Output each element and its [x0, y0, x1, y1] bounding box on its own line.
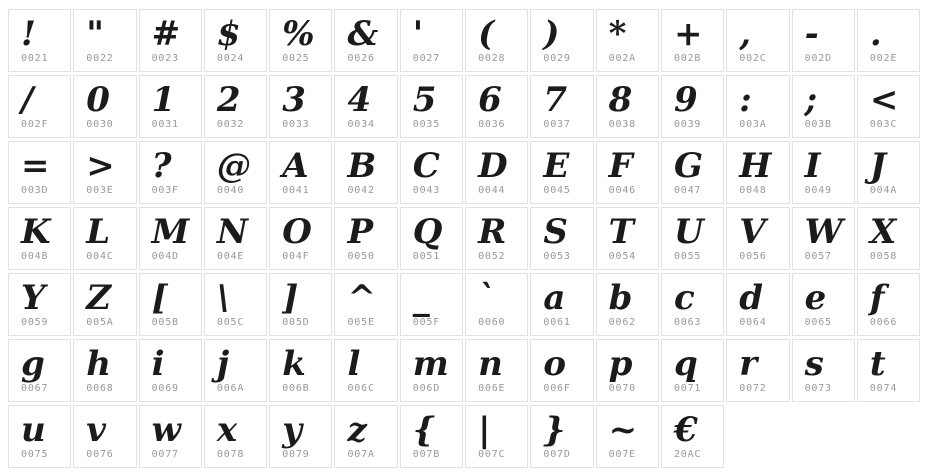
glyph-code: 0072	[739, 383, 767, 394]
glyph-code: 0029	[543, 53, 571, 64]
glyph-cell	[139, 141, 202, 204]
glyph-code: 0028	[478, 53, 506, 64]
glyph-code: 006C	[347, 383, 375, 394]
glyph-code: 0042	[347, 185, 375, 196]
glyph-code: 0045	[543, 185, 571, 196]
glyph: k	[282, 344, 306, 384]
glyph-cell	[465, 273, 528, 336]
glyph: `	[478, 278, 496, 318]
glyph-code: 0032	[216, 119, 245, 130]
glyph-code: 0022	[86, 53, 114, 64]
glyph-code: 0075	[21, 449, 49, 460]
glyph: )	[543, 14, 560, 54]
glyph-code: 0068	[86, 383, 114, 394]
glyph: (	[478, 14, 495, 54]
glyph-code: 0065	[804, 317, 832, 328]
glyph-code: 003B	[804, 119, 832, 130]
glyph-cell	[661, 75, 724, 138]
glyph-code: 002C	[739, 53, 767, 64]
glyph-cell	[726, 75, 789, 138]
glyph-cell	[661, 339, 724, 402]
glyph: a	[543, 278, 566, 318]
glyph-cell	[73, 75, 136, 138]
glyph-cell	[530, 405, 593, 468]
glyph-cell	[596, 339, 659, 402]
glyph: &	[347, 14, 379, 54]
glyph: Q	[412, 212, 443, 252]
glyph-cell	[204, 9, 267, 72]
glyph-cell	[596, 9, 659, 72]
glyph: x	[216, 410, 238, 450]
glyph-cell	[400, 141, 463, 204]
glyph-cell	[8, 75, 71, 138]
glyph-code: 0066	[869, 317, 898, 328]
glyph: 5	[412, 80, 437, 120]
glyph-cell	[465, 75, 528, 138]
glyph-cell	[8, 207, 71, 270]
glyph: M	[151, 212, 190, 252]
glyph: ,	[739, 14, 752, 54]
glyph-code: 0074	[869, 383, 898, 394]
glyph: :	[739, 80, 752, 120]
glyph-code: 0044	[478, 185, 506, 196]
glyph-code: 0039	[673, 119, 702, 130]
glyph-code: 007E	[608, 449, 636, 460]
glyph-code: 004D	[151, 251, 179, 262]
glyph: L	[86, 212, 111, 252]
glyph: !	[21, 14, 36, 54]
glyph-code: 0036	[478, 119, 506, 130]
glyph-code: 0078	[216, 449, 245, 460]
glyph-cell	[465, 339, 528, 402]
glyph: p	[608, 344, 633, 384]
glyph: J	[869, 146, 886, 186]
glyph-cell	[792, 273, 855, 336]
glyph: D	[478, 146, 508, 186]
glyph-cell	[139, 405, 202, 468]
glyph: 0	[86, 80, 110, 120]
glyph-code: 0070	[608, 383, 636, 394]
glyph-code: 0047	[673, 185, 702, 196]
glyph-code: 004F	[282, 251, 310, 262]
glyph: 2	[216, 80, 241, 120]
glyph: r	[739, 344, 758, 384]
glyph-cell	[465, 141, 528, 204]
glyph: €	[673, 410, 698, 450]
glyph-cell	[792, 75, 855, 138]
glyph: $	[216, 14, 241, 54]
glyph-code: 0062	[608, 317, 636, 328]
glyph-code: 007A	[347, 449, 375, 460]
glyph-code: 0034	[347, 119, 375, 130]
glyph-cell	[661, 405, 724, 468]
glyph: .	[869, 14, 882, 54]
glyph-cell	[8, 141, 71, 204]
glyph-cell	[269, 273, 332, 336]
glyph-cell	[334, 75, 397, 138]
glyph-code: 0038	[608, 119, 636, 130]
glyph: [	[151, 278, 168, 318]
glyph-code: 0052	[478, 251, 506, 262]
glyph: j	[216, 344, 230, 384]
glyph: i	[151, 344, 165, 384]
glyph-cell	[269, 405, 332, 468]
glyph-cell	[73, 9, 136, 72]
glyph-cell	[400, 273, 463, 336]
glyph-cell	[596, 405, 659, 468]
glyph-cell	[596, 75, 659, 138]
glyph-cell	[857, 9, 920, 72]
glyph-code: 002F	[21, 119, 49, 130]
glyph: Y	[21, 278, 46, 318]
glyph: s	[804, 344, 824, 384]
glyph: 7	[543, 80, 568, 120]
glyph-code: 005E	[347, 317, 375, 328]
glyph: V	[739, 212, 766, 252]
glyph-code: 0048	[739, 185, 767, 196]
glyph-code: 002D	[804, 53, 832, 64]
glyph-cell	[8, 9, 71, 72]
glyph-cell	[139, 75, 202, 138]
glyph-code: 0060	[478, 317, 506, 328]
glyph-code: 0033	[282, 119, 310, 130]
glyph: h	[86, 344, 112, 384]
glyph-cell	[73, 273, 136, 336]
glyph-code: 0025	[282, 53, 310, 64]
glyph: S	[543, 212, 568, 252]
glyph-code: 003C	[869, 119, 898, 130]
glyph-code: 0023	[151, 53, 179, 64]
glyph-cell	[73, 141, 136, 204]
glyph-code: 0055	[673, 251, 702, 262]
glyph-code: 004C	[86, 251, 114, 262]
glyph-cell	[726, 273, 789, 336]
glyph: t	[869, 344, 886, 384]
glyph: O	[282, 212, 312, 252]
glyph-cell	[334, 141, 397, 204]
glyph: f	[869, 278, 885, 318]
glyph: I	[804, 146, 821, 186]
glyph-cell	[73, 339, 136, 402]
glyph-cell	[792, 339, 855, 402]
glyph-code: 003D	[21, 185, 49, 196]
glyph-cell	[465, 9, 528, 72]
glyph-code: 0037	[543, 119, 571, 130]
glyph-code: 0069	[151, 383, 179, 394]
glyph-cell	[204, 207, 267, 270]
glyph-code: 0031	[151, 119, 179, 130]
glyph-cell	[792, 207, 855, 270]
glyph: U	[673, 212, 704, 252]
glyph-code: 006A	[216, 383, 245, 394]
glyph-cell	[530, 273, 593, 336]
glyph-cell	[73, 405, 136, 468]
glyph-code: 005D	[282, 317, 310, 328]
glyph-cell	[726, 9, 789, 72]
glyph-cell	[204, 141, 267, 204]
glyph-code: 002B	[673, 53, 702, 64]
glyph: ?	[151, 146, 172, 186]
glyph-code: 20AC	[673, 449, 702, 460]
glyph-cell	[726, 339, 789, 402]
glyph-code: 003F	[151, 185, 179, 196]
glyph-cell	[139, 273, 202, 336]
glyph-cell	[792, 141, 855, 204]
glyph-code: 006F	[543, 383, 571, 394]
glyph: N	[216, 212, 248, 252]
glyph: A	[282, 146, 309, 186]
glyph: }	[543, 410, 566, 450]
glyph-code: 0064	[739, 317, 767, 328]
glyph: <	[869, 80, 899, 120]
glyph: 1	[151, 80, 176, 120]
glyph-cell	[726, 207, 789, 270]
glyph-cell	[269, 207, 332, 270]
glyph-cell	[8, 339, 71, 402]
glyph-code: 004E	[216, 251, 245, 262]
glyph: _	[412, 278, 430, 318]
glyph-code: 005C	[216, 317, 245, 328]
glyph: K	[21, 212, 51, 252]
glyph-code: 003E	[86, 185, 114, 196]
glyph-code: 0056	[739, 251, 767, 262]
glyph-cell	[334, 207, 397, 270]
glyph-cell	[139, 339, 202, 402]
glyph-cell	[269, 339, 332, 402]
glyph: w	[151, 410, 181, 450]
glyph: B	[347, 146, 377, 186]
glyph: 4	[347, 80, 372, 120]
glyph-code: 004B	[21, 251, 49, 262]
glyph-cell	[530, 141, 593, 204]
glyph: T	[608, 212, 634, 252]
glyph-cell	[8, 405, 71, 468]
glyph-code: 0073	[804, 383, 832, 394]
glyph: Z	[86, 278, 112, 318]
glyph-code: 006E	[478, 383, 506, 394]
glyph: \	[216, 278, 230, 318]
glyph: *	[608, 14, 627, 54]
glyph-code: 0027	[412, 53, 441, 64]
glyph-code: 002E	[869, 53, 898, 64]
glyph-cell	[204, 405, 267, 468]
glyph-code: 0021	[21, 53, 49, 64]
glyph: 9	[673, 80, 698, 120]
glyph-code: 0041	[282, 185, 310, 196]
glyph: G	[673, 146, 704, 186]
glyph-cell	[269, 141, 332, 204]
glyph: '	[412, 14, 424, 54]
glyph: |	[478, 410, 491, 450]
glyph-cell	[8, 273, 71, 336]
glyph-cell	[661, 207, 724, 270]
glyph-cell	[204, 339, 267, 402]
glyph-cell	[792, 9, 855, 72]
glyph: g	[21, 344, 45, 384]
glyph: ;	[804, 80, 818, 120]
glyph-cell	[465, 405, 528, 468]
glyph-cell	[465, 207, 528, 270]
glyph-code: 002A	[608, 53, 636, 64]
glyph-code: 005F	[412, 317, 441, 328]
glyph-cell	[400, 75, 463, 138]
glyph-code: 0054	[608, 251, 636, 262]
glyph-cell	[269, 75, 332, 138]
glyph: ~	[608, 410, 638, 450]
glyph: +	[673, 14, 703, 54]
glyph-code: 0046	[608, 185, 636, 196]
glyph-cell	[857, 75, 920, 138]
glyph-cell	[857, 339, 920, 402]
glyph: =	[21, 146, 50, 186]
glyph-code: 007B	[412, 449, 441, 460]
glyph-grid	[8, 9, 920, 468]
glyph-code: 0030	[86, 119, 114, 130]
glyph-cell	[596, 207, 659, 270]
glyph: n	[478, 344, 503, 384]
glyph-code: 0061	[543, 317, 571, 328]
glyph-code: 003A	[739, 119, 767, 130]
glyph-cell	[857, 273, 920, 336]
glyph: P	[347, 212, 374, 252]
glyph: v	[86, 410, 107, 450]
glyph: C	[412, 146, 440, 186]
glyph-cell	[400, 339, 463, 402]
glyph-cell	[530, 339, 593, 402]
glyph: E	[543, 146, 570, 186]
glyph: F	[608, 146, 633, 186]
glyph: l	[347, 344, 361, 384]
glyph-code: 0040	[216, 185, 245, 196]
glyph-code: 005B	[151, 317, 179, 328]
glyph-code: 0026	[347, 53, 375, 64]
glyph-code: 0076	[86, 449, 114, 460]
glyph-code: 0024	[216, 53, 245, 64]
glyph-cell	[661, 9, 724, 72]
glyph-code: 0057	[804, 251, 832, 262]
glyph: z	[347, 410, 367, 450]
glyph-code: 006B	[282, 383, 310, 394]
glyph-cell	[139, 9, 202, 72]
glyph-cell	[204, 273, 267, 336]
glyph-cell	[334, 339, 397, 402]
glyph-code: 004A	[869, 185, 898, 196]
glyph-cell	[596, 141, 659, 204]
glyph-cell	[596, 273, 659, 336]
glyph-cell	[334, 273, 397, 336]
glyph-cell	[204, 75, 267, 138]
glyph: R	[478, 212, 507, 252]
glyph: d	[739, 278, 764, 318]
glyph: ^	[347, 278, 376, 318]
glyph: /	[21, 80, 34, 120]
glyph: "	[86, 14, 105, 54]
glyph-code: 007C	[478, 449, 506, 460]
glyph-code: 0043	[412, 185, 441, 196]
glyph-cell	[530, 75, 593, 138]
glyph-cell	[400, 405, 463, 468]
glyph-cell	[530, 9, 593, 72]
glyph-code: 0079	[282, 449, 310, 460]
glyph-code: 0058	[869, 251, 898, 262]
glyph: m	[412, 344, 449, 384]
glyph-code: 006D	[412, 383, 441, 394]
glyph: e	[804, 278, 827, 318]
glyph-code: 0063	[673, 317, 702, 328]
glyph: 8	[608, 80, 633, 120]
glyph: {	[412, 410, 435, 450]
glyph-code: 0077	[151, 449, 179, 460]
glyph-code: 0049	[804, 185, 832, 196]
glyph: H	[739, 146, 772, 186]
glyph-code: 0050	[347, 251, 375, 262]
glyph-code: 0035	[412, 119, 441, 130]
glyph-code: 007D	[543, 449, 571, 460]
glyph: #	[151, 14, 181, 54]
glyph: o	[543, 344, 567, 384]
glyph: q	[673, 344, 698, 384]
glyph: @	[216, 146, 251, 186]
glyph-code: 0059	[21, 317, 49, 328]
glyph: %	[282, 14, 315, 54]
glyph-code: 005A	[86, 317, 114, 328]
glyph: 6	[478, 80, 502, 120]
glyph: y	[282, 410, 302, 450]
glyph-cell	[269, 9, 332, 72]
glyph-cell	[334, 405, 397, 468]
glyph: b	[608, 278, 633, 318]
glyph: >	[86, 146, 115, 186]
glyph-code: 0067	[21, 383, 49, 394]
glyph-cell	[334, 9, 397, 72]
glyph-code: 0053	[543, 251, 571, 262]
glyph-code: 0051	[412, 251, 441, 262]
glyph: u	[21, 410, 46, 450]
glyph-cell	[857, 207, 920, 270]
glyph: c	[673, 278, 695, 318]
glyph-cell	[400, 9, 463, 72]
glyph-cell	[73, 207, 136, 270]
glyph-code: 0071	[673, 383, 702, 394]
glyph-cell	[400, 207, 463, 270]
glyph-cell	[726, 141, 789, 204]
glyph: ]	[282, 278, 299, 318]
glyph: 3	[282, 80, 306, 120]
glyph-cell	[661, 273, 724, 336]
glyph: -	[804, 14, 819, 54]
glyph: X	[869, 212, 897, 252]
glyph-cell	[857, 141, 920, 204]
glyph: W	[804, 212, 843, 252]
glyph-cell	[530, 207, 593, 270]
glyph-cell	[661, 141, 724, 204]
glyph-cell	[139, 207, 202, 270]
